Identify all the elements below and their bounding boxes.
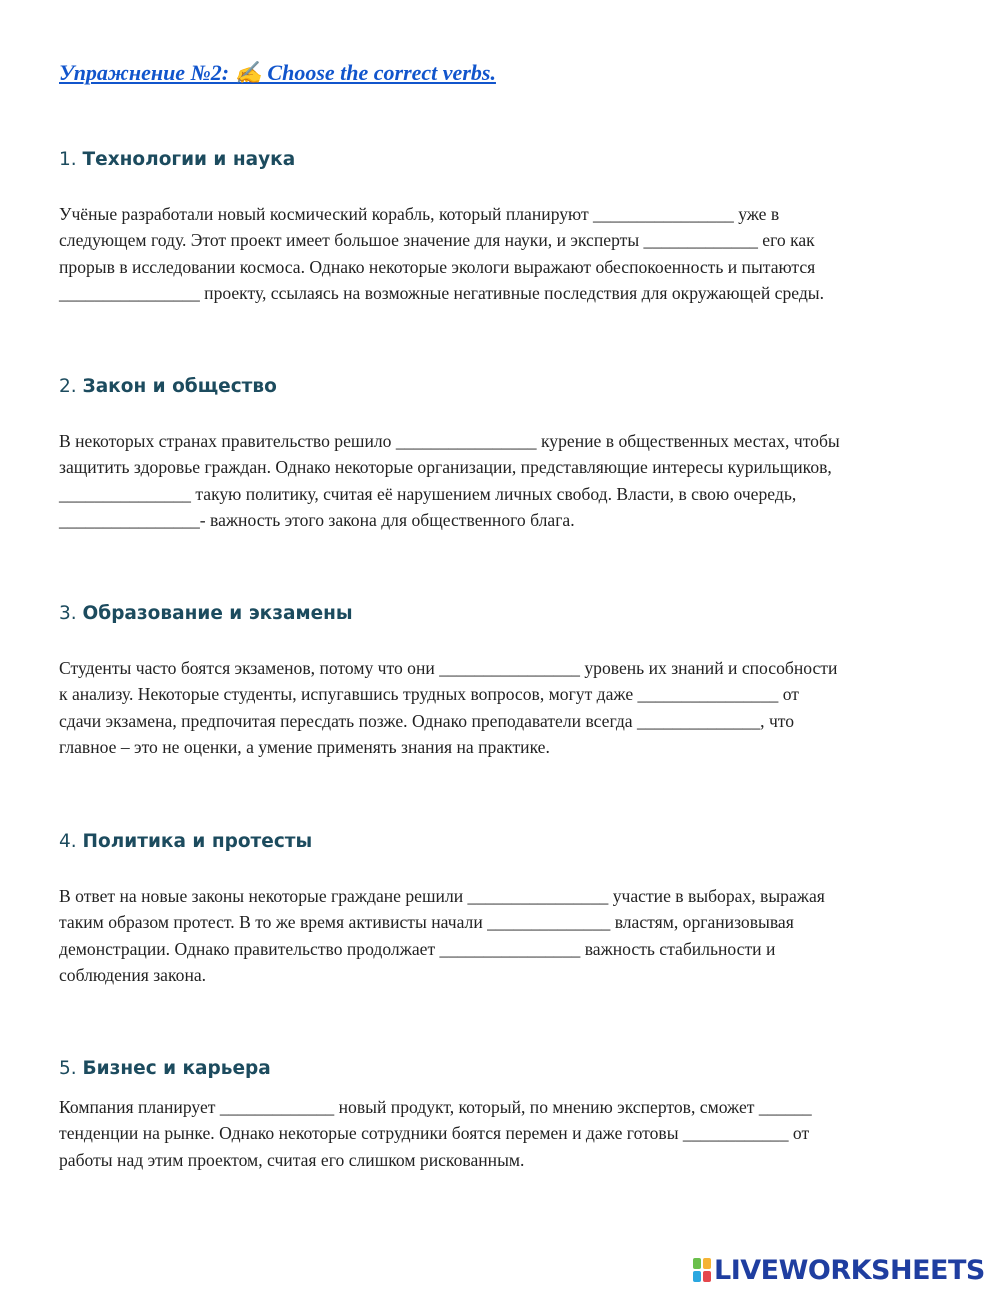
- section-paragraph-5: [59, 1094, 939, 1173]
- section-paragraph-4: [59, 883, 939, 988]
- paragraph-line: В некоторых странах правительство решило ________________ курение в общественных местах, чтобы: [59, 431, 840, 451]
- section-title: Закон и общество: [82, 376, 277, 397]
- paragraph-line: демонстрации. Однако правительство продолжает ________________ важность стабильности и: [59, 938, 776, 959]
- paragraph-line: соблюдения закона.: [59, 964, 207, 985]
- section-title: Образование и экзамены: [82, 603, 353, 624]
- section-heading-1: [59, 149, 295, 170]
- section-title: Технологии и наука: [82, 149, 296, 170]
- paragraph-line: тенденции на рынке. Однако некоторые сотрудники боятся перемен и даже готовы ____________ от: [59, 1123, 810, 1144]
- section-heading-5: [59, 1058, 271, 1079]
- section-number: 3.: [59, 603, 77, 624]
- section-number: 5.: [59, 1058, 77, 1079]
- section-heading-2: [59, 376, 277, 397]
- page-title: Упражнение №2: ✍ Choose the correct verbs.: [59, 60, 496, 85]
- paragraph-line: главное – это не оценки, а умение применять знания на практике.: [59, 736, 550, 757]
- liveworksheets-mark-icon: [692, 1257, 712, 1283]
- section-paragraph-1: [59, 201, 939, 306]
- section-heading-4: [59, 831, 312, 852]
- paragraph-line: ________________- важность этого закона для общественного блага.: [59, 509, 575, 530]
- mark-square-green: [693, 1258, 701, 1269]
- section-title: Политика и протесты: [82, 831, 313, 852]
- paragraph-line: В ответ на новые законы некоторые граждане решили ________________ участие в выборах, выражая: [59, 886, 825, 906]
- paragraph-line: работы над этим проектом, считая его слишком рискованным.: [59, 1149, 525, 1170]
- paragraph-line: следующем году. Этот проект имеет большое значение для науки, и эксперты _____________ его как: [59, 230, 815, 251]
- brand-name: LIVEWORKSHEETS: [714, 1254, 985, 1286]
- section-number: 1.: [59, 149, 77, 170]
- paragraph-line: защитить здоровье граждан. Однако некоторые организации, представляющие интересы курильщиков,: [59, 457, 832, 478]
- paragraph-line: ________________ проекту, ссылаясь на возможные негативные последствия для окружающей среды.: [59, 282, 824, 303]
- paragraph-line: прорыв в исследовании космоса. Однако некоторые экологи выражают обеспокоенность и пытаются: [59, 256, 816, 277]
- paragraph-line: _______________ такую политику, считая её нарушением личных свобод. Власти, в свою очередь,: [59, 483, 797, 504]
- section-paragraph-2: [59, 428, 939, 533]
- paragraph-line: Студенты часто боятся экзаменов, потому что они ________________ уровень их знаний и способности: [59, 658, 838, 678]
- paragraph-line: таким образом протест. В то же время активисты начали ______________ властям, организовывая: [59, 912, 794, 933]
- section-number: 4.: [59, 831, 77, 852]
- paragraph-line: сдачи экзамена, предпочитая пересдать позже. Однако преподаватели всегда ______________, что: [59, 710, 795, 731]
- section-heading-3: [59, 603, 353, 624]
- paragraph-line: к анализу. Некоторые студенты, испугавшись трудных вопросов, могут даже ________________ от: [59, 684, 799, 705]
- section-paragraph-3: [59, 655, 939, 760]
- mark-square-blue: [693, 1271, 701, 1282]
- liveworksheets-logo: [692, 1255, 985, 1285]
- mark-square-yellow: [703, 1258, 711, 1269]
- section-title: Бизнес и карьера: [82, 1058, 271, 1079]
- section-number: 2.: [59, 376, 77, 397]
- paragraph-line: Компания планирует _____________ новый продукт, который, по мнению экспертов, сможет ______: [59, 1097, 812, 1117]
- mark-square-red: [703, 1271, 711, 1282]
- paragraph-line: Учёные разработали новый космический корабль, который планируют ________________ уже в: [59, 204, 780, 224]
